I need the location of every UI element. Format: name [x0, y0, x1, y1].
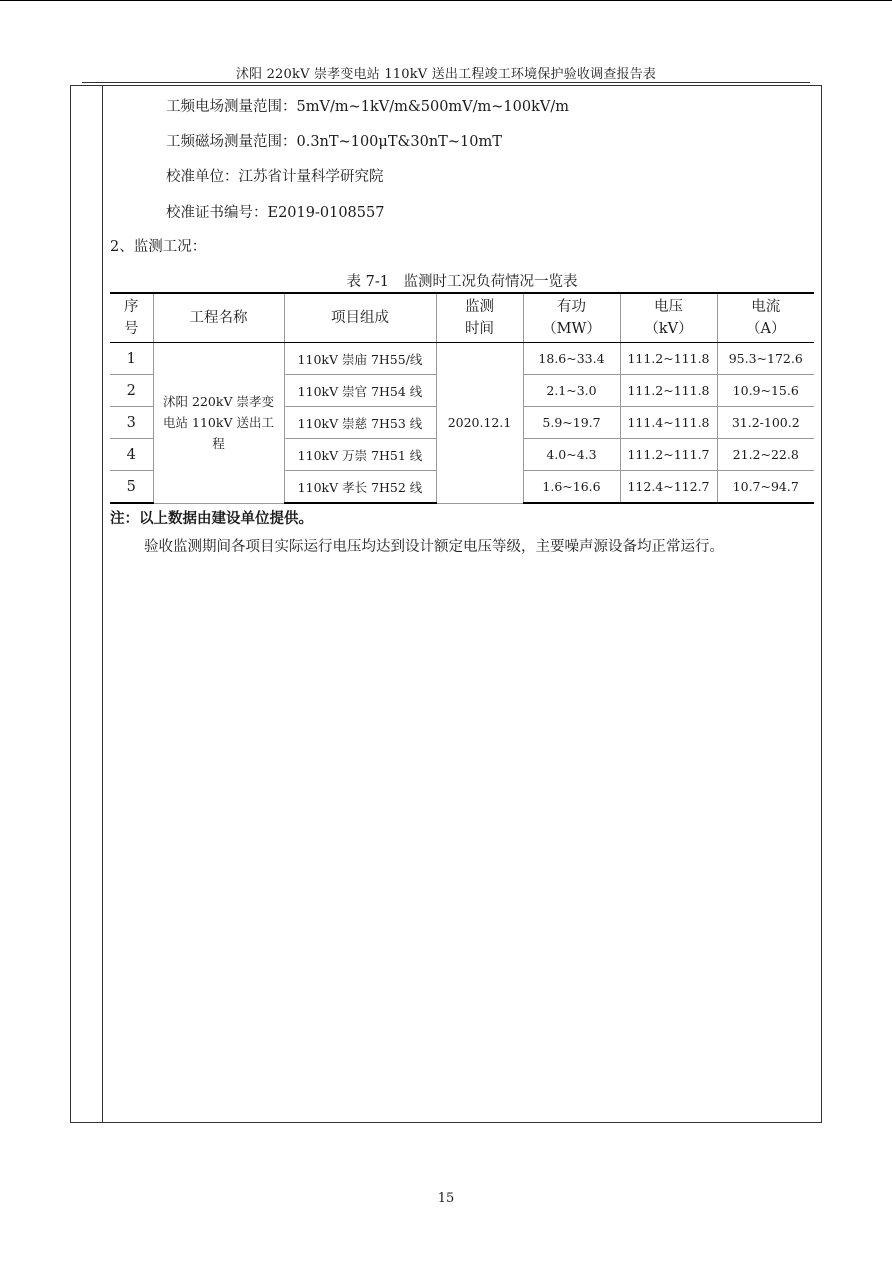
- power-cell: 4.0~4.3: [523, 439, 620, 471]
- page-number: 15: [437, 1191, 455, 1206]
- voltage-cell: 111.2~111.8: [620, 375, 717, 407]
- component-cell: 110kV 崇官 7H54 线: [284, 375, 436, 407]
- project-name-cell: 沭阳 220kV 崇孝变电站 110kV 送出工程: [153, 343, 284, 504]
- section-title: 2、监测工况：: [110, 239, 207, 255]
- page-top-border: [0, 0, 892, 1]
- power-cell: 18.6~33.4: [523, 343, 620, 375]
- current-cell: 10.9~15.6: [717, 375, 814, 407]
- header-voltage: 电压 （kV）: [620, 293, 717, 343]
- current-cell: 95.3~172.6: [717, 343, 814, 375]
- power-cell: 2.1~3.0: [523, 375, 620, 407]
- conclusion-text: 验收监测期间各项目实际运行电压均达到设计额定电压等级，主要噪声源设备均正常运行。: [144, 539, 724, 555]
- voltage-cell: 111.4~111.8: [620, 407, 717, 439]
- component-cell: 110kV 崇庙 7H55/线: [284, 343, 436, 375]
- header-current: 电流 （A）: [717, 293, 814, 343]
- header-component: 项目组成: [284, 293, 436, 343]
- monitor-time-cell: 2020.12.1: [436, 343, 523, 504]
- voltage-cell: 111.2~111.7: [620, 439, 717, 471]
- certificate-number-text: 校准证书编号：E2019-0108557: [166, 205, 385, 221]
- table-header-row: [110, 293, 814, 343]
- current-cell: 10.7~94.7: [717, 471, 814, 504]
- e-field-range-text: 工频电场测量范围：5mV/m~1kV/m&500mV/m~100kV/m: [166, 99, 570, 115]
- header-time: 监测 时间: [436, 293, 523, 343]
- header-project: 工程名称: [153, 293, 284, 343]
- calibration-unit-text: 校准单位：江苏省计量科学研究院: [166, 169, 384, 185]
- header-power: 有功 （MW）: [523, 293, 620, 343]
- current-cell: 31.2-100.2: [717, 407, 814, 439]
- seq-cell: 2: [110, 375, 153, 407]
- page-header-title: 沭阳 220kV 崇孝变电站 110kV 送出工程竣工环境保护验收调查报告表: [235, 67, 657, 82]
- table-caption: 表 7-1 监测时工况负荷情况一览表: [346, 274, 578, 290]
- voltage-cell: 111.2~111.8: [620, 343, 717, 375]
- table-row: [110, 343, 814, 375]
- component-cell: 110kV 万崇 7H51 线: [284, 439, 436, 471]
- seq-cell: 3: [110, 407, 153, 439]
- frame-left-column-divider: [102, 85, 103, 1123]
- b-field-range-text: 工频磁场测量范围：0.3nT~100μT&30nT~10mT: [166, 134, 502, 150]
- component-cell: 110kV 崇慈 7H53 线: [284, 407, 436, 439]
- current-cell: 21.2~22.8: [717, 439, 814, 471]
- seq-cell: 1: [110, 343, 153, 375]
- seq-cell: 4: [110, 439, 153, 471]
- power-cell: 5.9~19.7: [523, 407, 620, 439]
- header-rule: [82, 82, 810, 83]
- header-seq: 序 号: [110, 293, 153, 343]
- load-table: [110, 292, 814, 504]
- table-note: 注：以上数据由建设单位提供。: [110, 510, 313, 527]
- voltage-cell: 112.4~112.7: [620, 471, 717, 504]
- seq-cell: 5: [110, 471, 153, 504]
- component-cell: 110kV 孝长 7H52 线: [284, 471, 436, 504]
- power-cell: 1.6~16.6: [523, 471, 620, 504]
